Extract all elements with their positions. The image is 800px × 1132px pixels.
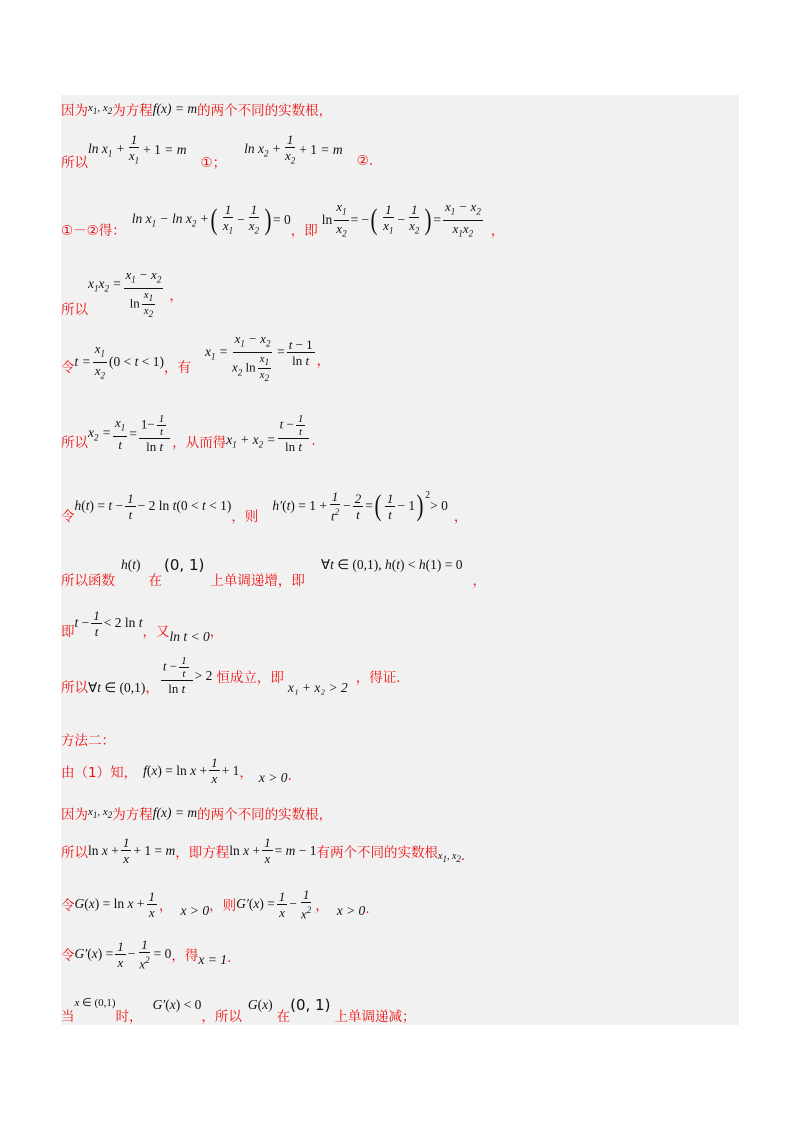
line-equations — [61, 129, 373, 171]
math: > 0 — [430, 498, 448, 513]
fraction: $\frac{x_1}{x_2}$ — [94, 341, 106, 381]
math: ln t < 0 — [169, 629, 210, 644]
math: + 1 = m — [133, 842, 176, 858]
paren: ) — [416, 489, 424, 522]
text: ，则 — [231, 509, 259, 525]
text: 令 — [61, 948, 75, 965]
text: ，又 — [142, 624, 170, 640]
fraction: $\frac{1}{x_1}$ — [383, 201, 394, 236]
math-fx-eq-m: f(x) = m — [152, 101, 198, 116]
text: 为方程 — [112, 807, 153, 823]
text: ， — [316, 353, 331, 370]
math: x > 0 — [336, 903, 366, 919]
math: t = — [74, 354, 91, 370]
text: ，则 — [209, 898, 237, 915]
paren: ( — [210, 203, 218, 237]
math: ln x + — [88, 842, 119, 858]
math: h(t) — [121, 557, 141, 572]
math: − — [237, 212, 245, 228]
text: 所以 — [61, 679, 88, 696]
text: ，所以 — [201, 1009, 242, 1025]
math-interval: (0, 1) — [164, 556, 205, 574]
math: h(t) = t − — [74, 498, 124, 513]
text: . — [311, 432, 316, 449]
math-x1x2: $x_1$, $x_2$ — [438, 851, 461, 864]
fraction: $\frac{1}{x^2}$ — [139, 937, 150, 972]
fraction: $\frac{1}{x_1}$ — [128, 131, 140, 166]
text: ， — [145, 679, 159, 696]
text: 因为 — [61, 807, 88, 823]
text: 在 — [148, 573, 163, 589]
fraction: t − $\frac{1}{t}$ ln t — [161, 655, 193, 696]
text: 即 — [61, 624, 75, 640]
paren: ( — [370, 203, 378, 237]
fraction: $\frac{1}{x}$ — [278, 888, 286, 920]
text: 令 — [61, 898, 75, 915]
fraction: $\frac{x_1}{t}$ — [115, 415, 126, 452]
math: ∀t ∈ (0,1), h(t) < h(1) = 0 — [320, 557, 463, 572]
math: h′(t) = 1 + — [272, 498, 327, 513]
line-decreasing — [61, 985, 415, 1025]
text: ， — [453, 509, 468, 525]
math: + 1 = m — [299, 142, 343, 157]
fraction: $\frac{1}{x_2}$ — [248, 201, 260, 236]
paren: ( — [374, 489, 382, 522]
text: 所以 — [61, 844, 88, 861]
math: $x_1 + x_2$ = — [226, 431, 276, 450]
text: ，有 — [164, 360, 192, 377]
text: 因为 — [61, 103, 88, 119]
text: ， — [472, 573, 486, 589]
line-roots-2 — [61, 803, 332, 823]
text: 在 — [276, 1009, 291, 1025]
text: ，得 — [171, 948, 199, 965]
math: $\ln x_1 - \ln x_2$ + — [131, 211, 209, 229]
math: $x_1x_2$ = — [88, 275, 122, 294]
math: ∀t ∈ (0,1) — [88, 679, 146, 695]
line-x2 — [61, 413, 316, 454]
text: 恒成立，即 — [216, 669, 284, 686]
math: G′(x) = — [236, 896, 275, 912]
line-h — [61, 487, 467, 525]
line-G — [61, 887, 370, 921]
paren: ) — [424, 203, 432, 237]
math: − — [397, 212, 406, 228]
text: ，即方程 — [175, 844, 230, 861]
text: . — [287, 767, 292, 784]
math-eq2: $\ln x_2$ + — [244, 141, 281, 159]
math: = — [277, 344, 285, 360]
math: − 2 ln t(0 < t < 1) — [137, 498, 232, 513]
math: + 1 — [221, 762, 240, 778]
fraction: $\frac{1}{x}$ — [122, 835, 130, 866]
text: 所以 — [61, 302, 88, 319]
math: − — [127, 946, 136, 962]
text: ②. — [356, 153, 374, 169]
line-ineq — [61, 601, 223, 645]
text: ①； — [200, 155, 227, 171]
text: ， — [159, 898, 173, 915]
fraction: $\frac{1}{x^2}$ — [300, 887, 312, 922]
math-eq1: $\ln x_1$ + — [88, 141, 125, 159]
text: 方法二： — [61, 733, 115, 749]
fraction: $\frac{1}{t^2}$ — [330, 488, 340, 524]
math: G(x) = ln x + — [74, 896, 145, 912]
text: 所以 — [61, 434, 88, 451]
fraction: $\frac{x_1}{x_2}$ — [336, 199, 347, 239]
line-product — [61, 267, 183, 320]
line-from1 — [61, 755, 292, 786]
math: = — [433, 212, 441, 228]
line-let-t — [61, 331, 331, 384]
fraction: $x_1 - x_2$ $x_2$ ln $\frac{x_1}{x_2}$ — [232, 331, 271, 383]
fraction: $\frac{1}{x_1}$ — [222, 201, 234, 236]
text: ，得证. — [355, 669, 401, 686]
math: G′(x) = — [74, 946, 114, 962]
text: 所以函数 — [61, 573, 115, 589]
line-roots — [61, 99, 332, 119]
math: G′(x) < 0 — [152, 997, 202, 1012]
text: 所以 — [61, 155, 88, 171]
math: 2 — [425, 489, 431, 501]
math: − 1 — [397, 498, 416, 513]
math: < 2 ln t — [103, 615, 143, 630]
fraction: $\frac{t - 1}{\text{ln t}}$ — [288, 336, 313, 368]
math: t − — [74, 615, 90, 630]
fraction: 1− $\frac{1}{t}$ ln t — [139, 413, 170, 454]
fraction: $\frac{1}{t}$ — [127, 490, 134, 522]
math: x > 0 — [180, 903, 210, 919]
text: 当 — [61, 1009, 75, 1025]
paren: ) — [264, 203, 272, 237]
line-conclusion — [61, 655, 401, 696]
text: ， — [239, 764, 253, 781]
math: (0 < t < 1) — [109, 354, 165, 370]
text: ， — [490, 223, 505, 240]
line-method2 — [61, 729, 115, 749]
math: f(x) = ln x + — [143, 762, 208, 778]
fraction: $x_1 - x_2$ ln $\frac{x_1}{x_2}$ — [125, 267, 162, 319]
fraction: $\frac{2}{t}$ — [354, 490, 362, 522]
fraction: $\frac{1}{x_2}$ — [285, 131, 296, 166]
fraction: $\frac{1}{t}$ — [386, 490, 394, 522]
text: ①－②得： — [61, 223, 126, 240]
math: = — [129, 425, 137, 441]
math: = 0 — [273, 212, 291, 228]
math: > 2 — [194, 667, 213, 683]
math: ln — [321, 212, 333, 228]
math: − — [289, 896, 297, 912]
math: ln x + — [229, 842, 261, 858]
text: 由（1）知， — [61, 764, 138, 781]
math: = 0 — [153, 946, 172, 962]
text: 的两个不同的实数根， — [197, 807, 333, 823]
text: ，从而得 — [172, 434, 227, 451]
fraction: $\frac{1}{x}$ — [117, 938, 124, 970]
fraction: $\frac{1}{x_2}$ — [409, 201, 420, 236]
math: x > 0 — [258, 769, 288, 785]
math: G(x) — [247, 997, 273, 1012]
line-subtract — [61, 199, 504, 241]
math-fx-eq-m: f(x) = m — [152, 805, 198, 820]
fraction: $\frac{1}{x}$ — [148, 888, 155, 920]
text: . — [226, 950, 232, 967]
solution-panel — [61, 95, 739, 1025]
math: = m − 1 — [274, 842, 317, 858]
math: = − — [350, 212, 370, 228]
line-increasing — [61, 549, 486, 589]
text: 有两个不同的实数根 — [316, 844, 439, 861]
text: . — [365, 901, 370, 918]
text: . — [460, 847, 466, 864]
math: $x_1$ = — [205, 343, 229, 362]
text: 为方程 — [112, 103, 153, 119]
line-Gprime-zero — [61, 937, 231, 971]
text: 上单调递减； — [334, 1009, 416, 1025]
math: x = 1 — [198, 952, 227, 968]
math: x ∈ (0,1) — [74, 996, 116, 1009]
line-equiv — [61, 835, 465, 866]
fraction: t − $\frac{1}{t}$ ln t — [278, 413, 310, 454]
math-x1x2: $x_1$, $x_2$ — [88, 101, 113, 117]
text: 令 — [61, 509, 75, 525]
fraction: $\frac{1}{t}$ — [93, 607, 100, 639]
fraction: $\frac{1}{x}$ — [264, 835, 271, 866]
math: = — [365, 498, 373, 513]
math: x₁ + x₂ > 2 — [287, 679, 348, 695]
text: 上单调递增，即 — [210, 573, 305, 589]
text: 令 — [61, 360, 75, 377]
text: ，即 — [290, 223, 318, 240]
text: 时， — [115, 1009, 143, 1025]
text: ， — [209, 624, 224, 640]
math-interval: (0, 1) — [290, 996, 331, 1014]
math: $x_2$ = — [88, 424, 111, 443]
math: − — [343, 498, 351, 513]
fraction: $\frac{x_1 - x_2}{x_1x_2}$ — [444, 199, 481, 239]
text: 的两个不同的实数根， — [197, 103, 333, 119]
fraction: $\frac{1}{x}$ — [211, 755, 218, 786]
text: ， — [169, 288, 183, 305]
math-x1x2: $x_1$, $x_2$ — [88, 805, 113, 821]
text: ， — [315, 898, 329, 915]
math: + 1 = m — [143, 142, 187, 157]
